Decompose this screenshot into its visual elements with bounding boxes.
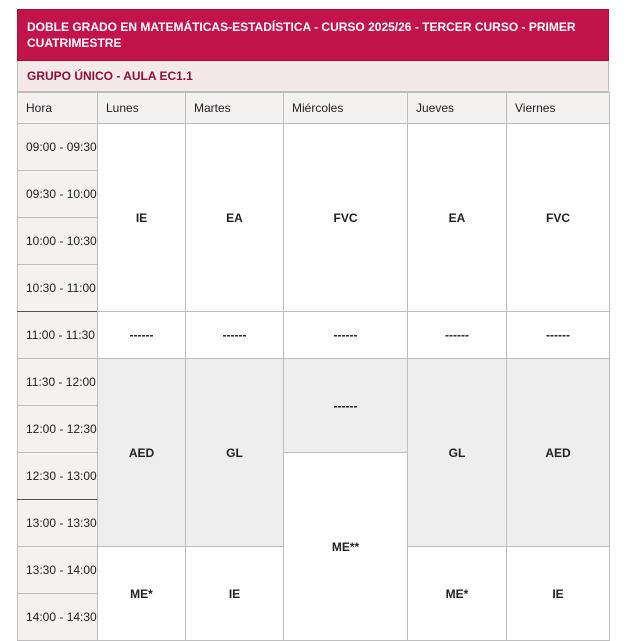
hour-cell: 13:30 - 14:00 xyxy=(18,547,98,594)
schedule-title: DOBLE GRADO EN MATEMÁTICAS-ESTADÍSTICA - CURSO 2025/26 - TERCER CURSO - PRIMER CUATRIMESTRE xyxy=(17,9,609,61)
column-header-miercoles: Miércoles xyxy=(284,93,408,124)
column-header-viernes: Viernes xyxy=(507,93,610,124)
table-row xyxy=(18,124,610,171)
break-cell-wednesday: ------ xyxy=(284,312,408,359)
break-cell-tuesday: ------ xyxy=(186,312,284,359)
hour-cell: 11:00 - 11:30 xyxy=(18,312,98,359)
break-cell-thursday: ------ xyxy=(408,312,507,359)
class-cell-thursday-ea: EA xyxy=(408,124,507,312)
break-cell-monday: ------ xyxy=(98,312,186,359)
hour-cell: 09:00 - 09:30 xyxy=(18,124,98,171)
class-cell-tuesday-ie: IE xyxy=(186,547,284,641)
class-cell-tuesday-gl: GL xyxy=(186,359,284,547)
class-cell-friday-fvc: FVC xyxy=(507,124,610,312)
hour-cell: 10:00 - 10:30 xyxy=(18,218,98,265)
class-cell-friday-ie: IE xyxy=(507,547,610,641)
class-cell-wednesday-me: ME** xyxy=(284,453,408,641)
timetable xyxy=(17,92,610,641)
group-label: GRUPO ÚNICO - AULA EC1.1 xyxy=(17,61,609,92)
schedule-container xyxy=(17,9,609,641)
table-row xyxy=(18,359,610,406)
column-header-martes: Martes xyxy=(186,93,284,124)
hour-cell: 09:30 - 10:00 xyxy=(18,171,98,218)
hour-cell: 12:30 - 13:00 xyxy=(18,453,98,500)
class-cell-monday-me: ME* xyxy=(98,547,186,641)
break-cell-friday: ------ xyxy=(507,312,610,359)
class-cell-thursday-me: ME* xyxy=(408,547,507,641)
hour-cell: 12:00 - 12:30 xyxy=(18,406,98,453)
column-header-hora: Hora xyxy=(18,93,98,124)
class-cell-monday-ie: IE xyxy=(98,124,186,312)
hour-cell: 14:00 - 14:30 xyxy=(18,594,98,641)
class-cell-friday-aed: AED xyxy=(507,359,610,547)
table-header-row xyxy=(18,93,610,124)
class-cell-thursday-gl: GL xyxy=(408,359,507,547)
hour-cell: 13:00 - 13:30 xyxy=(18,500,98,547)
class-cell-tuesday-ea: EA xyxy=(186,124,284,312)
class-cell-monday-aed: AED xyxy=(98,359,186,547)
class-cell-wednesday-fvc: FVC xyxy=(284,124,408,312)
hour-cell: 11:30 - 12:00 xyxy=(18,359,98,406)
column-header-lunes: Lunes xyxy=(98,93,186,124)
table-row xyxy=(18,312,610,359)
hour-cell: 10:30 - 11:00 xyxy=(18,265,98,312)
column-header-jueves: Jueves xyxy=(408,93,507,124)
empty-cell-wednesday: ------ xyxy=(284,359,408,453)
